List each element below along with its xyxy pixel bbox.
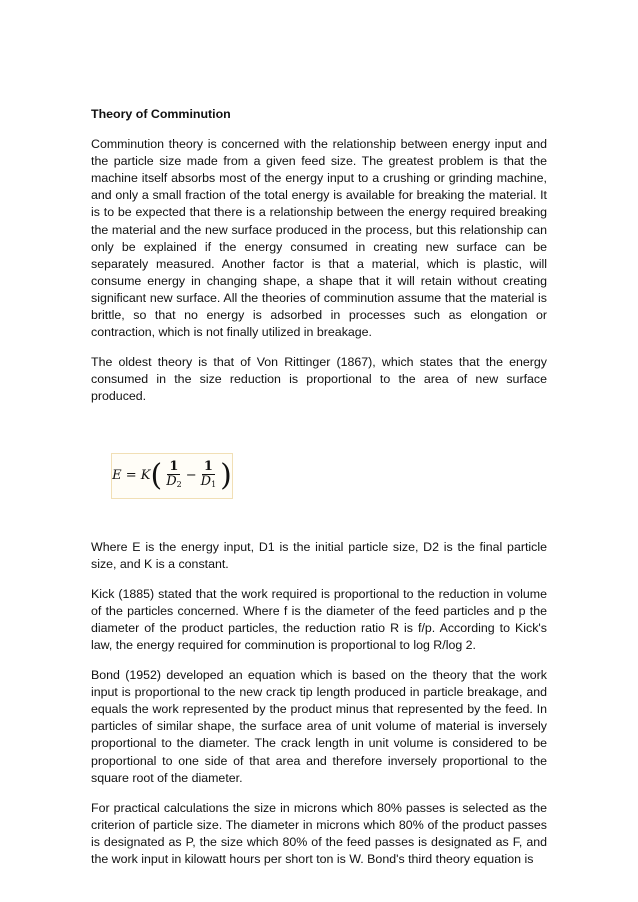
paragraph-practical-calculations: For practical calculations the size in microns which 80% passes is selected as the criterion of particle size. The diameter in microns which 80% of the product passes is designated as P, the size which 80% of the feed passes is designated as F, and the work input in kilowatt hours per short ton is W. Bond's third theory equation is <box>91 800 547 866</box>
equation-left-paren: ( <box>150 457 163 493</box>
document-body <box>91 106 547 881</box>
equation-lhs: E = K <box>112 467 151 483</box>
equation-right-paren: ) <box>220 457 232 493</box>
equation-fraction-2 <box>199 460 219 492</box>
rittinger-equation <box>112 454 232 498</box>
rittinger-equation-image <box>111 453 233 499</box>
paragraph-bond-theory: Bond (1952) developed an equation which is based on the theory that the work input is proportional to the new crack tip length produced in particle breakage, and equals the work represented by the product minus that represented by the feed. In particles of similar shape, the surface area of unit volume of material is inversely proportional to the diameter. The crack length in unit volume is considered to be proportional to one side of that area and therefore inversely proportional to the square root of the diameter. <box>91 668 547 785</box>
equation-fraction-1 <box>164 460 184 492</box>
equation-minus: − <box>185 467 197 483</box>
document-title: Theory of Comminution <box>91 107 231 121</box>
fraction-1-numerator: 1 <box>169 458 179 474</box>
paragraph-von-rittinger: The oldest theory is that of Von Rittinger (1867), which states that the energy consumed in the size reduction is proportional to the area of new surface produced. <box>91 355 547 404</box>
paragraph-comminution-theory: Comminution theory is concerned with the relationship between energy input and the particle size made from a given feed size. The greatest problem is that the machine itself absorbs most of the energy input to a crushing or grinding machine, and only a small fraction of the total energy is available for breaking the material. It is to be expected that there is a relationship between the energy required breaking the material and the new surface produced in the process, but this relationship can only be explained if the energy consumed in creating new surface can be separately measured. Another factor is that a material, which is plastic, will consume energy in changing shape, a shape that it will retain without creating significant new surface. All the theories of comminution assume that the material is brittle, so that no energy is adsorbed in processes such as elongation or contraction, which is not finally utilized in breakage. <box>91 137 547 340</box>
equation-area <box>91 419 547 539</box>
fraction-2-numerator: 1 <box>203 458 213 474</box>
paragraph-where-definitions: Where E is the energy input, D1 is the initial particle size, D2 is the final particle size, and K is a constant. <box>91 539 547 571</box>
fraction-2-denominator: $D_1$ <box>200 473 217 489</box>
paragraph-kick-law: Kick (1885) stated that the work required is proportional to the reduction in volume of the particles concerned. Where f is the diameter of the feed particles and p the diameter of the product particles, the reduction ratio R is f/p. According to Kick's law, the energy required for comminution is proportional to log R/log 2. <box>91 586 547 652</box>
fraction-1-denominator: $D_2$ <box>166 473 182 489</box>
